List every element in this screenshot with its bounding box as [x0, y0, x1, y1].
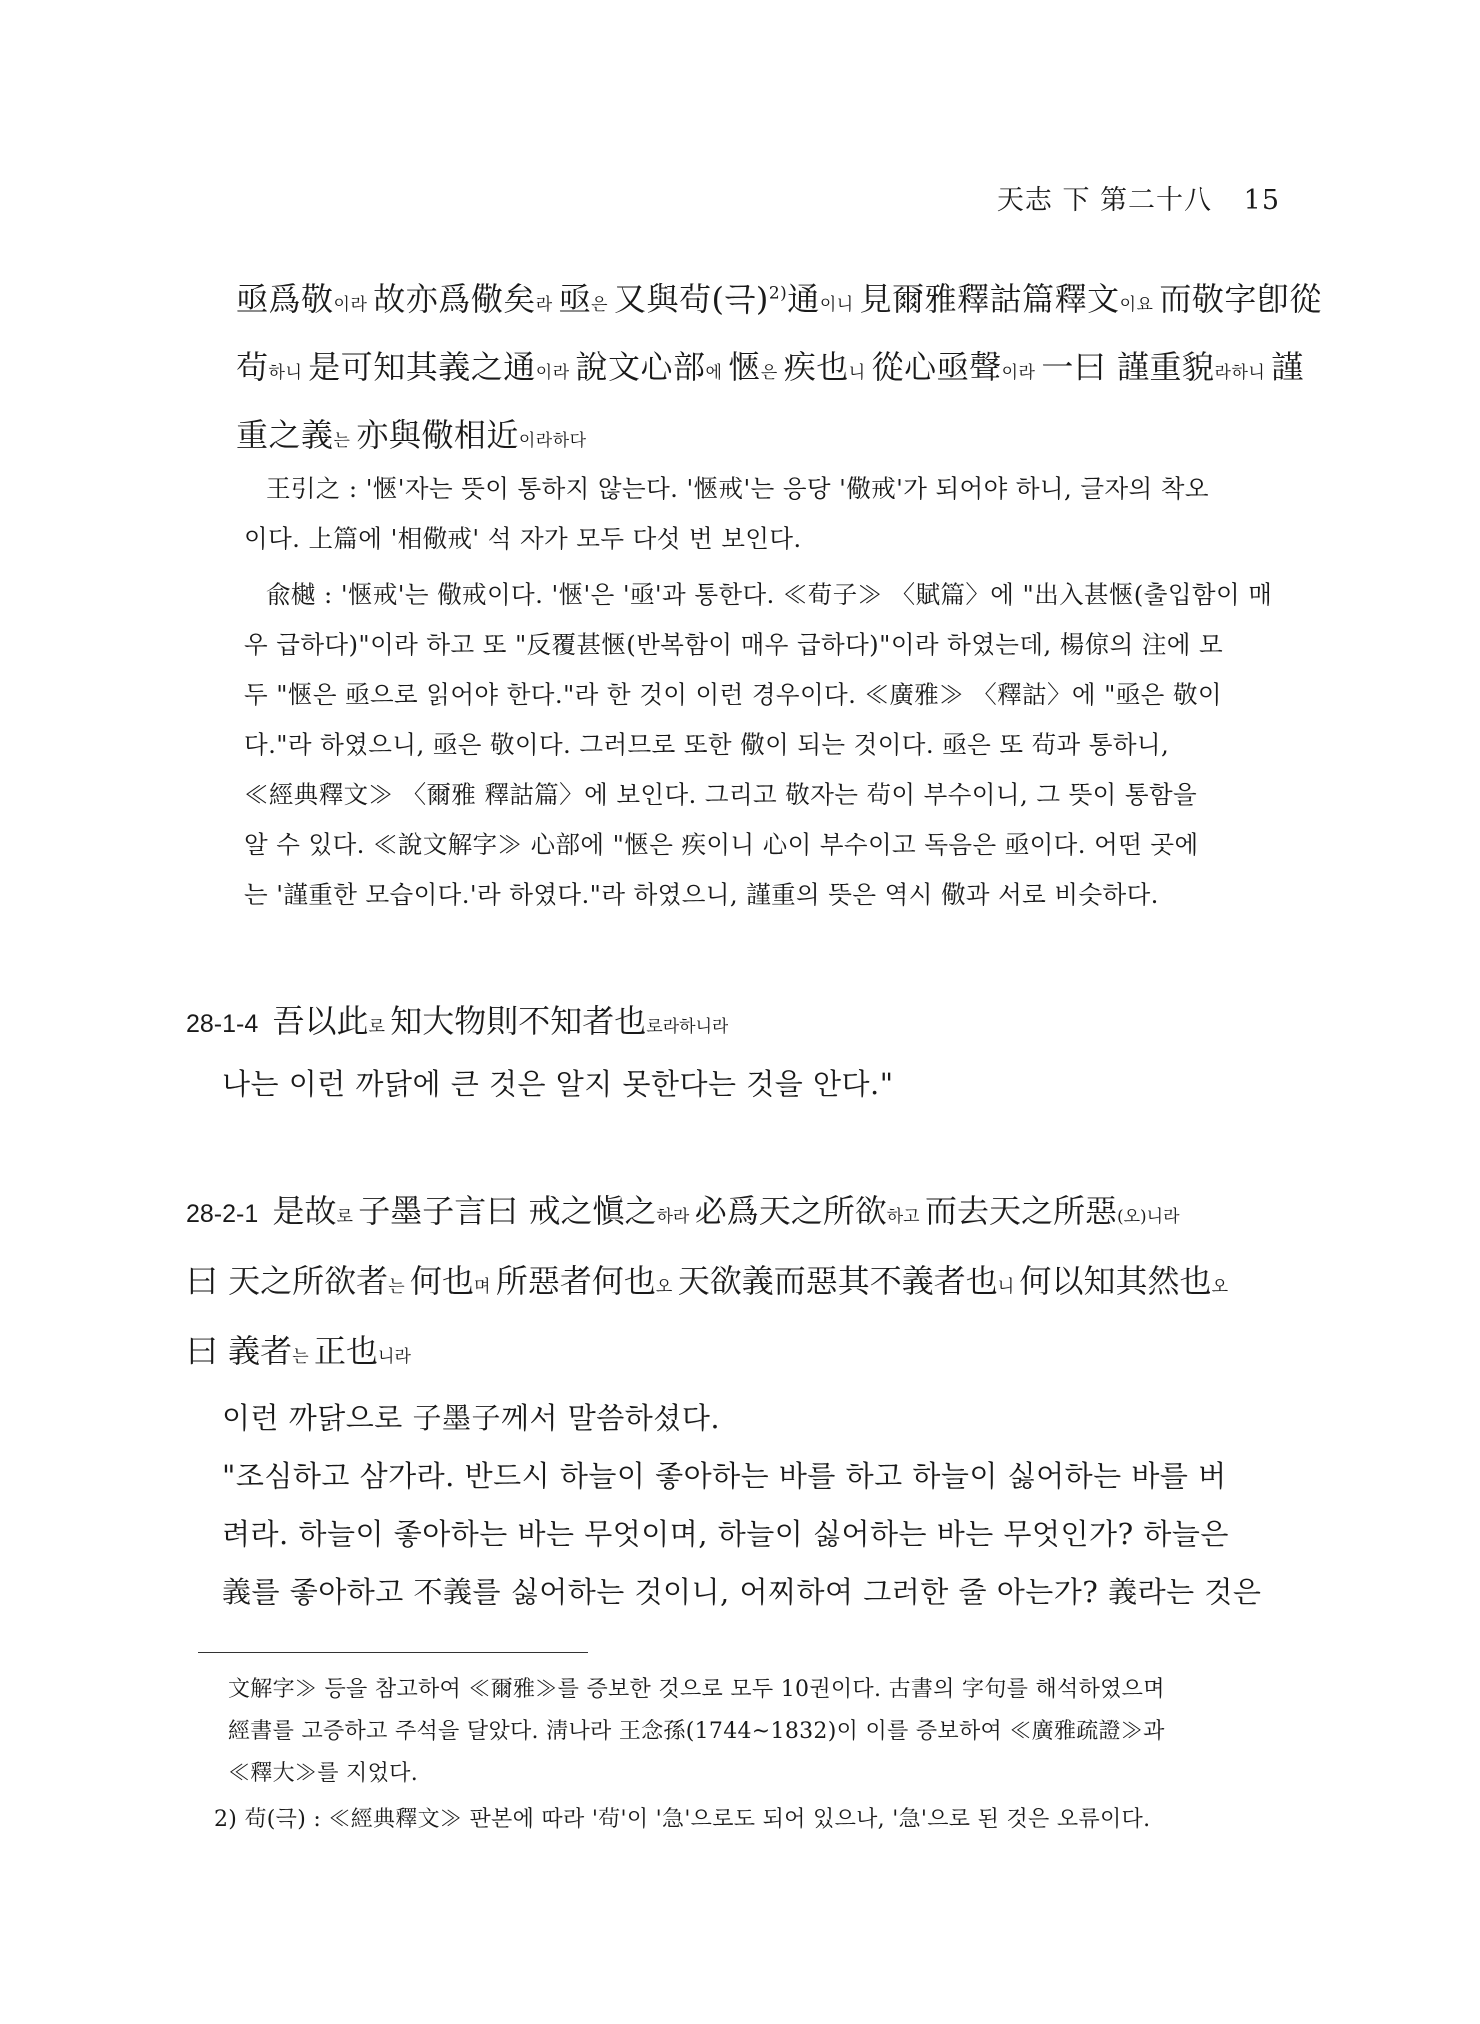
translation-line: 나는 이런 까닭에 큰 것은 알지 못한다는 것을 안다." [222, 1067, 894, 1101]
hangul-particle: 이라 [1001, 363, 1042, 383]
commentary-line: 王引之 : '愜'자는 뜻이 통하지 않는다. '愜戒'는 응당 '儆戒'가 되어야 하니, 글자의 착오 [266, 474, 1209, 503]
hangul-particle: 이요 [1119, 295, 1160, 315]
classical-line [236, 342, 1304, 388]
classical-text: 愜 [728, 348, 761, 386]
classical-text: 見爾雅釋詁篇釋文 [859, 280, 1120, 318]
footnote-line: 經書를 고증하고 주석을 달았다. 淸나라 王念孫(1744~1832)이 이를 증보하여 ≪廣雅疏證≫과 [228, 1719, 1165, 1744]
classical-text: 曰 天之所欲者 [186, 1262, 389, 1300]
commentary-line: 兪樾 : '愜戒'는 儆戒이다. '愜'은 '亟'과 통한다. ≪荀子≫ 〈賦篇〉에 "出入甚愜(출입함이 매 [266, 580, 1273, 609]
section-heading-line [186, 996, 728, 1042]
footnote-ref[interactable]: 2) [768, 283, 788, 304]
hangul-particle: 라 [535, 295, 559, 315]
hangul-particle: 로 [368, 1017, 391, 1037]
classical-text: 曰 義者 [186, 1332, 293, 1370]
classical-text: 而敬字卽從 [1159, 280, 1322, 318]
footnote-line: ≪釋大≫를 지었다. [228, 1761, 418, 1786]
classical-text: 重之義 [236, 416, 334, 454]
classical-text: 疾也 [783, 348, 849, 386]
classical-text: 而去天之所惡 [924, 1192, 1117, 1230]
classical-text: 一曰 謹重貌 [1041, 348, 1215, 386]
hangul-particle: 며 [474, 1277, 496, 1297]
running-header [997, 178, 1280, 217]
hangul-particle: 니라 [378, 1347, 411, 1367]
classical-line [236, 274, 1322, 320]
hangul-particle: 는 [333, 431, 357, 451]
classical-text: 必爲天之所欲 [694, 1192, 887, 1230]
hangul-particle: 하라 [656, 1207, 695, 1227]
hangul-particle: 은 [760, 363, 784, 383]
classical-text: 亦與儆相近 [356, 416, 519, 454]
running-title: 天志 下 第二十八 [996, 185, 1213, 216]
classical-text: 是可知其義之通 [308, 348, 536, 386]
commentary-line: 는 '謹重한 모습이다.'라 하였다."라 하였으니, 謹重의 뜻은 역시 儆과 서로 비슷하다. [244, 880, 1159, 909]
classical-text: 亟 [558, 280, 592, 318]
translation-line: 려라. 하늘이 좋아하는 바는 무엇이며, 하늘이 싫어하는 바는 무엇인가? 하늘은 [222, 1517, 1229, 1551]
classical-text: 吾以此 [272, 1002, 369, 1040]
hangul-particle: 이라 [535, 363, 576, 383]
classical-text: 正也 [314, 1332, 379, 1370]
classical-text: 何也 [410, 1262, 475, 1300]
classical-text: 所惡者何也 [495, 1262, 656, 1300]
commentary-line: 우 급하다)"이라 하고 또 "反覆甚愜(반복함이 매우 급하다)"이라 하였는데, 楊倞의 注에 모 [244, 630, 1224, 659]
classical-text: 知大物則不知者也 [390, 1002, 647, 1040]
hangul-particle: 니 [848, 363, 872, 383]
footnote-divider [198, 1652, 588, 1653]
classical-text [272, 1192, 1179, 1230]
commentary-line: 두 "愜은 亟으로 읽어야 한다."라 한 것이 이런 경우이다. ≪廣雅≫ 〈釋詁〉에 "亟은 敬이 [244, 680, 1222, 709]
commentary-line: 알 수 있다. ≪說文解字≫ 心部에 "愜은 疾이니 心이 부수이고 독음은 亟이다. 어떤 곳에 [244, 830, 1199, 859]
footnote-2: 2) 茍(극) : ≪經典釋文≫ 판본에 따라 '茍'이 '急'으로도 되어 있으나, '急'으로 된 것은 오류이다. [214, 1807, 1151, 1832]
classical-text: 故亦爲儆矣 [373, 280, 536, 318]
hangul-particle: 라하니 [1214, 363, 1272, 383]
translation-line: 義를 좋아하고 不義를 싫어하는 것이니, 어찌하여 그러한 줄 아는가? 義라는 것은 [222, 1575, 1262, 1609]
footnote-line: 文解字≫ 등을 참고하여 ≪爾雅≫를 증보한 것으로 모두 10권이다. 古書의 字句를 해석하였으며 [228, 1677, 1165, 1702]
hangul-particle: 로라하니라 [646, 1017, 729, 1037]
hangul-particle: 이라하다 [518, 431, 587, 451]
classical-text: 謹 [1271, 348, 1304, 386]
hangul-particle: 이니 [819, 295, 860, 315]
classical-text: 何以知其然也 [1019, 1262, 1212, 1300]
hangul-particle: 로 [336, 1207, 359, 1227]
section-number: 28-2-1 [186, 1200, 259, 1228]
section-number: 28-1-4 [186, 1010, 259, 1038]
classical-line [186, 1326, 411, 1372]
hangul-particle: 은 [591, 295, 614, 315]
classical-text: 又與茍(극) [613, 280, 769, 318]
section-heading-line [186, 1186, 1180, 1232]
hangul-particle: (오)니라 [1117, 1207, 1180, 1227]
classical-text: 從心亟聲 [871, 348, 1002, 386]
hangul-particle: 하고 [886, 1207, 925, 1227]
hangul-particle: 에 [705, 363, 729, 383]
hangul-particle: 는 [388, 1277, 411, 1297]
hangul-particle: 이라 [333, 295, 374, 315]
hangul-particle: 는 [292, 1347, 315, 1367]
classical-text: 是故 [272, 1192, 337, 1230]
page-number: 15 [1243, 185, 1280, 216]
classical-text: 說文心部 [575, 348, 706, 386]
translation-line: 이런 까닭으로 子墨子께서 말씀하셨다. [222, 1401, 721, 1435]
commentary-line: 이다. 上篇에 '相儆戒' 석 자가 모두 다섯 번 보인다. [244, 524, 802, 553]
hangul-particle: 오 [1211, 1277, 1228, 1297]
classical-text: 茍 [236, 348, 269, 386]
hangul-particle: 하니 [268, 363, 309, 383]
classical-text: 通 [787, 280, 820, 318]
hangul-particle: 니 [997, 1277, 1020, 1297]
classical-line [236, 410, 587, 456]
commentary-line: ≪經典釋文≫ 〈爾雅 釋詁篇〉에 보인다. 그리고 敬자는 茍이 부수이니, 그 뜻이 통함을 [244, 780, 1198, 809]
hangul-particle: 오 [655, 1277, 678, 1297]
classical-text: 子墨子言曰 戒之愼之 [358, 1192, 657, 1230]
classical-line [186, 1256, 1228, 1302]
commentary-line: 다."라 하였으니, 亟은 敬이다. 그러므로 또한 儆이 되는 것이다. 亟은 또 茍과 통하니, [244, 730, 1170, 759]
classical-text: 天欲義而惡其不義者也 [677, 1262, 998, 1300]
classical-text: 亟爲敬 [236, 280, 334, 318]
translation-line: "조심하고 삼가라. 반드시 하늘이 좋아하는 바를 하고 하늘이 싫어하는 바를 버 [222, 1459, 1227, 1493]
